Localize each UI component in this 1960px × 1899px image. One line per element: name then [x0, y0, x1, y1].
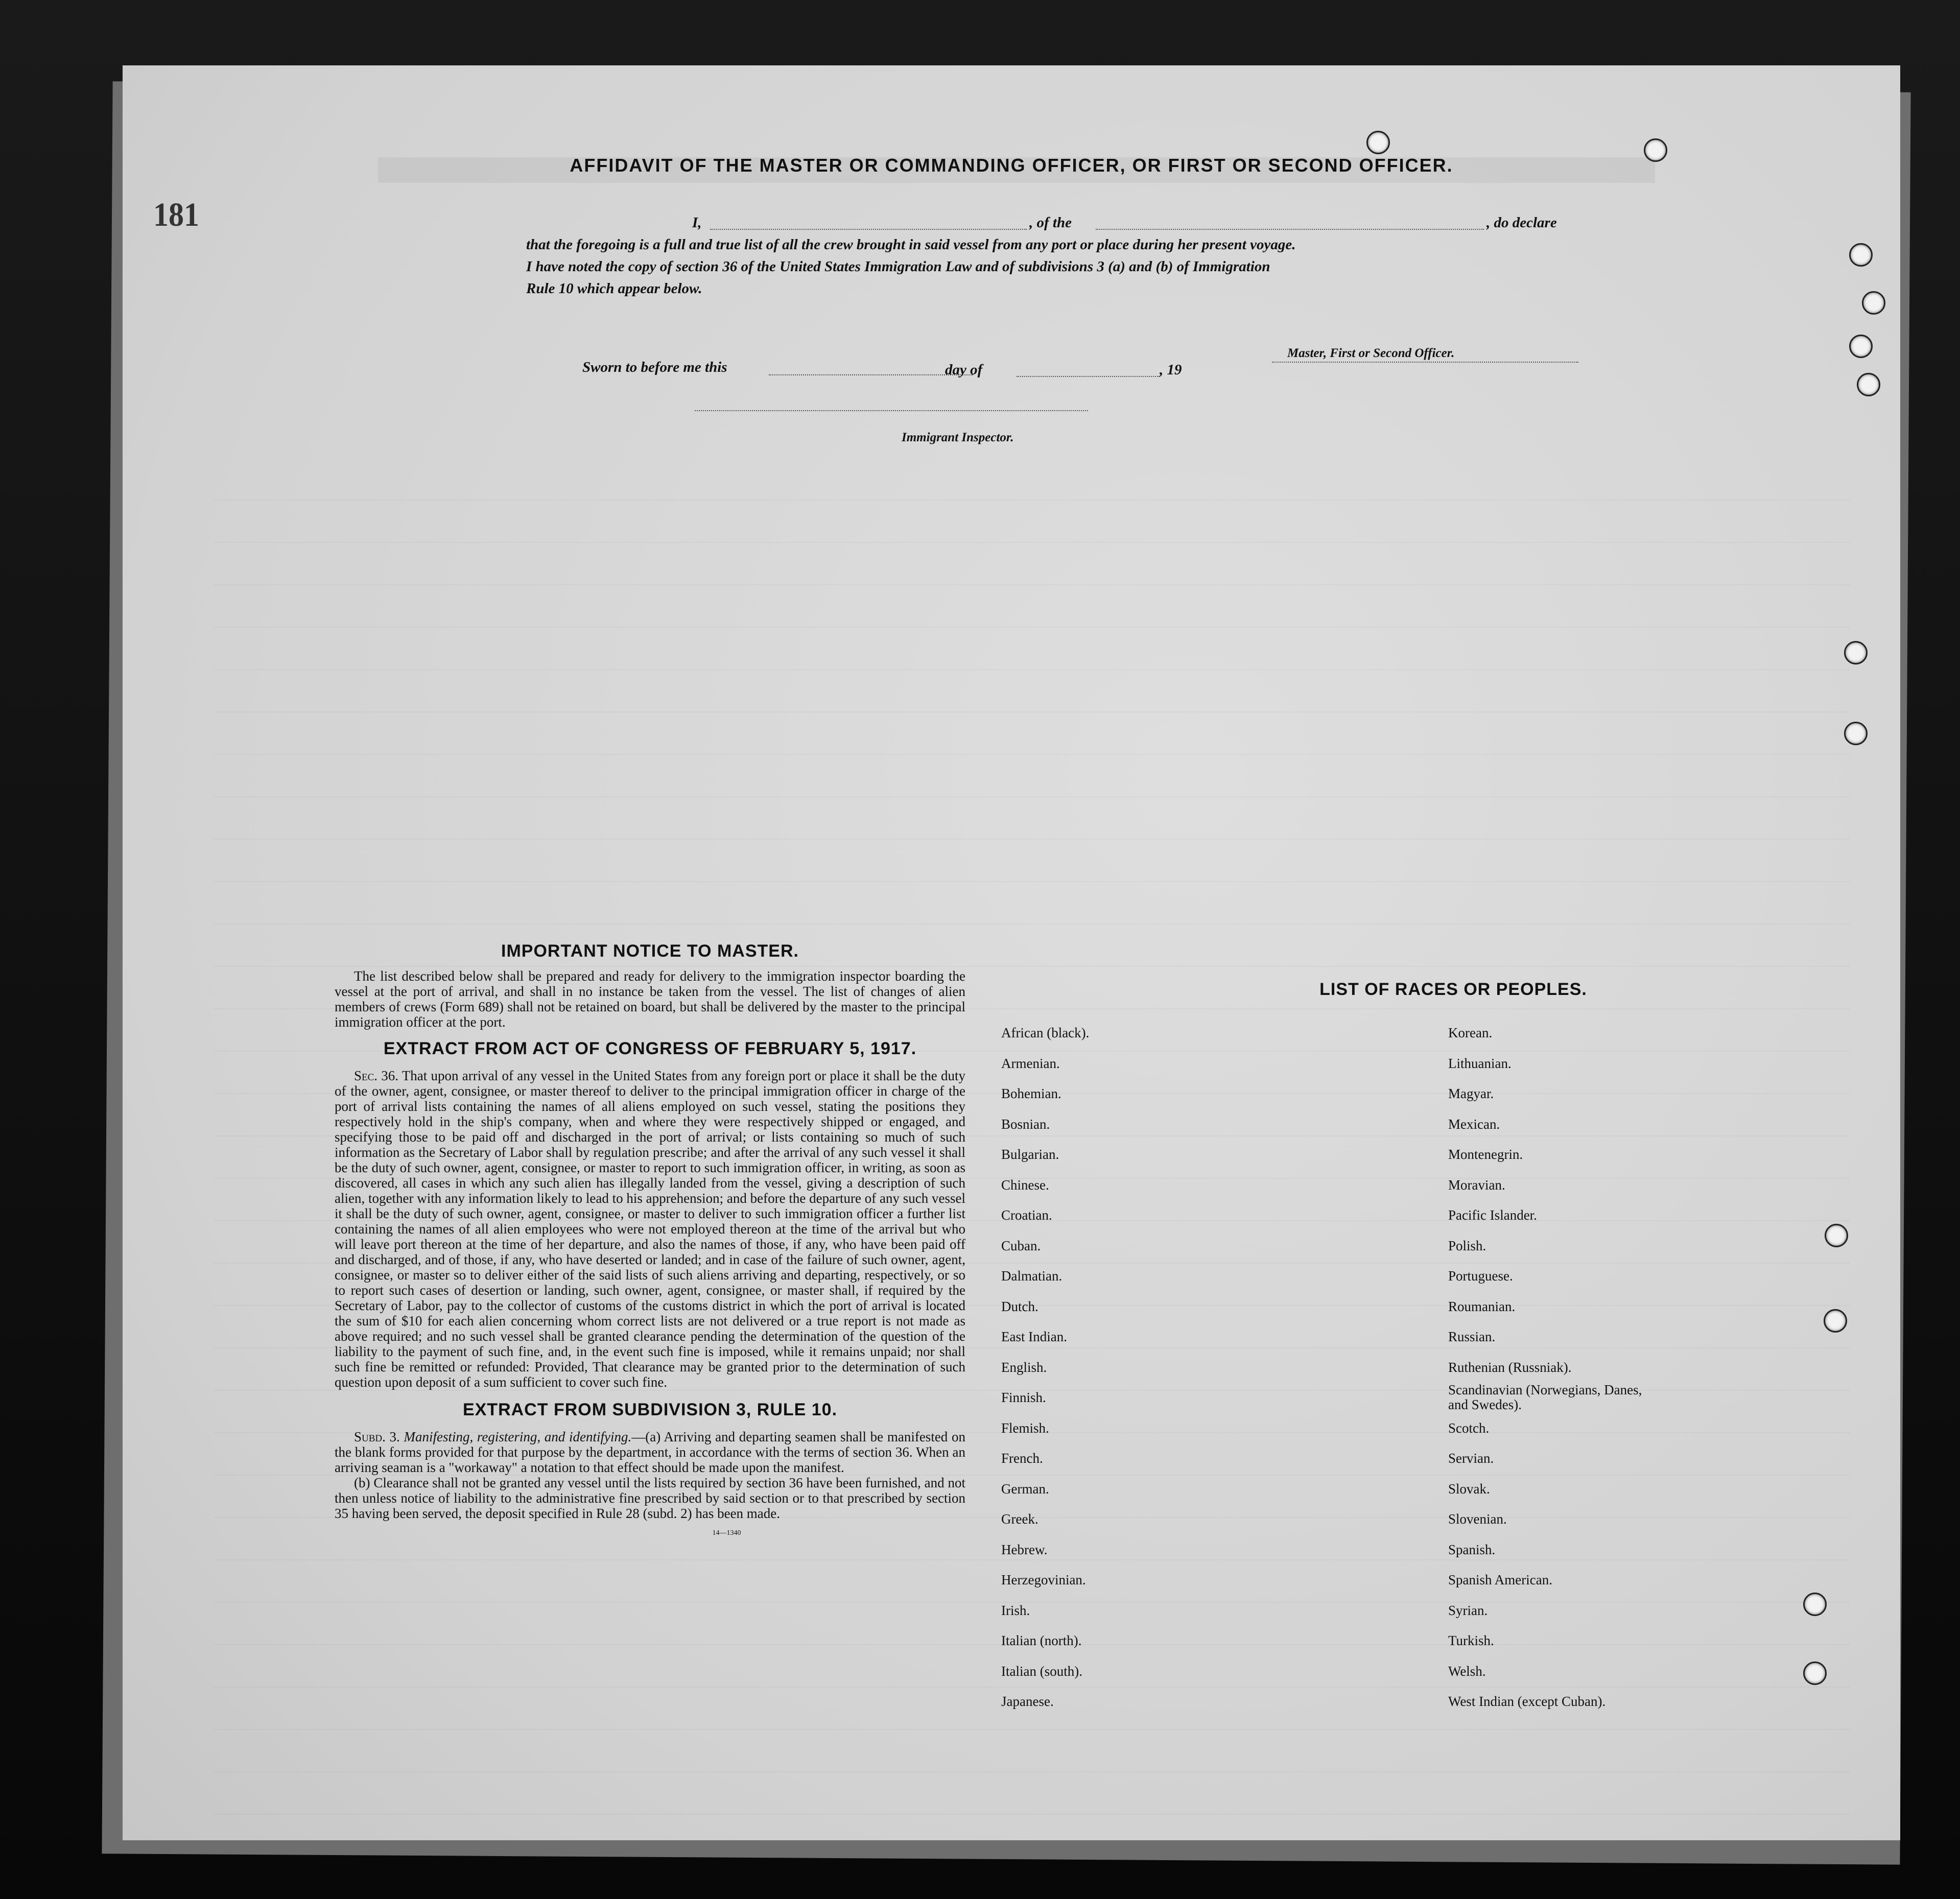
- race-item: West Indian (except Cuban).: [1448, 1694, 1606, 1709]
- race-item: Pacific Islander.: [1448, 1207, 1537, 1223]
- bleed-row: [215, 908, 1849, 924]
- punch-hole: [1844, 641, 1868, 664]
- bleed-row: [215, 696, 1849, 713]
- race-item: East Indian.: [1001, 1329, 1067, 1344]
- race-item: Portuguese.: [1448, 1268, 1513, 1284]
- race-item: Turkish.: [1448, 1633, 1494, 1648]
- punch-hole: [1803, 1661, 1827, 1685]
- race-item: Roumanian.: [1448, 1298, 1516, 1314]
- affidavit-title: AFFIDAVIT OF THE MASTER OR COMMANDING OFFICER, OR FIRST OR SECOND OFFICER.: [570, 155, 1453, 176]
- races-title: LIST OF RACES OR PEOPLES.: [1319, 980, 1587, 999]
- notice-text: The list described below shall be prepared and ready for delivery to the immigration inspector boarding the vessel at the port of arrival, and shall in no instance be taken from the vessel. The list of changes of alien members of crews (Form 689) shall not be retained on board, but shall be delivered by the master to the principal immigration officer at the port.: [335, 968, 965, 1030]
- bleed-row: [215, 866, 1849, 882]
- bleed-row: [215, 569, 1849, 585]
- race-item: Bosnian.: [1001, 1116, 1050, 1132]
- vessel-blank: [1096, 229, 1484, 230]
- race-item: French.: [1001, 1451, 1043, 1466]
- race-item: Chinese.: [1001, 1177, 1049, 1193]
- race-item: Spanish American.: [1448, 1572, 1552, 1587]
- rule-text-a: [335, 1429, 965, 1475]
- affidavit-line-4: Rule 10 which appear below.: [526, 280, 702, 297]
- race-item: Russian.: [1448, 1329, 1496, 1344]
- race-item: Ruthenian (Russniak).: [1448, 1359, 1572, 1375]
- race-item: Irish.: [1001, 1602, 1030, 1618]
- bleed-row: [215, 611, 1849, 628]
- notice-column: [335, 941, 965, 1537]
- punch-hole: [1803, 1593, 1827, 1616]
- inspector-signature-line: [695, 410, 1088, 411]
- punch-hole: [1644, 138, 1667, 162]
- race-item: Flemish.: [1001, 1420, 1049, 1436]
- sworn-text: Sworn to before me this: [582, 359, 727, 375]
- affidavit-line-2: that the foregoing is a full and true list of all the crew brought in said vessel from any port or place during her present voyage.: [526, 236, 1296, 253]
- bleed-row: [215, 484, 1849, 501]
- name-blank: [710, 229, 1027, 230]
- inspector-label: Immigrant Inspector.: [902, 431, 1014, 444]
- race-item: Hebrew.: [1001, 1541, 1048, 1557]
- race-item: Bohemian.: [1001, 1086, 1061, 1101]
- races-right-column: [1448, 1018, 1663, 1717]
- race-item: Dalmatian.: [1001, 1268, 1062, 1284]
- race-item: Italian (north).: [1001, 1633, 1082, 1648]
- punch-hole: [1825, 1224, 1848, 1247]
- affidavit-i: I,: [692, 215, 702, 231]
- rule-heading: EXTRACT FROM SUBDIVISION 3, RULE 10.: [462, 1400, 838, 1419]
- bleed-row: [215, 1798, 1849, 1815]
- race-item: Lithuanian.: [1448, 1055, 1512, 1071]
- race-item: Bulgarian.: [1001, 1147, 1059, 1162]
- race-item: Italian (south).: [1001, 1663, 1082, 1679]
- race-item: African (black).: [1001, 1025, 1090, 1040]
- race-item: Montenegrin.: [1448, 1147, 1523, 1162]
- race-item: Greek.: [1001, 1511, 1038, 1527]
- race-item: Herzegovinian.: [1001, 1572, 1086, 1587]
- race-item: Scandinavian (Norwegians, Danes, and Swedes).: [1448, 1382, 1642, 1412]
- notice-heading: IMPORTANT NOTICE TO MASTER.: [501, 941, 799, 961]
- bleed-row: [215, 739, 1849, 755]
- bleed-row: [215, 654, 1849, 670]
- race-item: Moravian.: [1448, 1177, 1505, 1193]
- punch-hole: [1857, 373, 1880, 396]
- affidavit-of-the: , of the: [1029, 215, 1072, 231]
- race-item: Korean.: [1448, 1025, 1493, 1040]
- race-item: German.: [1001, 1481, 1049, 1497]
- race-item: Slovak.: [1448, 1481, 1490, 1497]
- punch-hole: [1366, 131, 1390, 154]
- manifest-page: [123, 65, 1900, 1840]
- race-item: Croatian.: [1001, 1207, 1052, 1223]
- subd-title: Manifesting, registering, and identifying.: [404, 1429, 632, 1444]
- master-signature-line: [1272, 362, 1578, 363]
- race-item: Welsh.: [1448, 1663, 1486, 1679]
- punch-hole: [1849, 335, 1873, 358]
- races-left-column: [1001, 1018, 1089, 1717]
- race-item: Magyar.: [1448, 1086, 1494, 1101]
- race-item: Mexican.: [1448, 1116, 1500, 1132]
- race-item: Spanish.: [1448, 1541, 1496, 1557]
- race-item: Armenian.: [1001, 1055, 1060, 1071]
- race-item: Syrian.: [1448, 1602, 1488, 1618]
- day-of-text: day of: [945, 362, 983, 378]
- rule-body-a: —(a) Arriving and departing seamen shall be manifested on the blank forms provided for that purpose by the department, in accordance with the terms of section 36. When an arriving seaman is a "workaway" a notation to that effect should be made upon the manifest.: [335, 1429, 965, 1475]
- race-item: Finnish.: [1001, 1390, 1046, 1405]
- race-item: Cuban.: [1001, 1238, 1041, 1253]
- act-text: [335, 1068, 965, 1390]
- punch-hole: [1824, 1309, 1847, 1333]
- race-item: Polish.: [1448, 1238, 1486, 1253]
- bleed-row: [215, 527, 1849, 543]
- race-item: Servian.: [1448, 1451, 1494, 1466]
- year-text: , 19: [1160, 362, 1182, 378]
- rule-text-b: (b) Clearance shall not be granted any vessel until the lists required by section 36 have been furnished, and not then unless notice of liability to the administrative fine prescribed by said section or to that prescribed by section 35 having been served, the deposit specified in Rule 28 (subd. 2) has been made.: [335, 1475, 965, 1521]
- punch-hole: [1849, 243, 1873, 267]
- marginal-mark: 181: [153, 196, 199, 233]
- punch-hole: [1862, 291, 1885, 315]
- race-item: English.: [1001, 1359, 1047, 1375]
- sec-label: Sec. 36.: [354, 1068, 399, 1083]
- master-signature-label: Master, First or Second Officer.: [1287, 346, 1455, 360]
- bleed-row: [215, 781, 1849, 797]
- form-number: 14—1340: [712, 1529, 741, 1537]
- act-body: That upon arrival of any vessel in the United States from any foreign port or place it shall be the duty of the owner, agent, consignee, or master thereof to deliver to the principal immigration officer in charge of the port of arrival lists containing the names of all aliens employed on such vessel, stating the positions they respectively hold in the ship's company, when and where they were respectively shipped or engaged, and specifying those to be paid off and discharged in the port of arrival; or lists containing so much of such information as the Secretary of Labor shall by regulation prescribe; and after the arrival of any such vessel it shall be the duty of such owner, agent, consignee, or master to report to such immigration officer, in writing, as soon as discovered, all cases in which any such alien has illegally landed from the vessel, giving a description of such alien, together with any information likely to lead to his apprehension; and before the departure of any such vessel it shall be the duty of such owner, agent, consignee, or master to deliver to such immigration officer a further list containing the names of all alien employees who were not employed thereon at the time of the arrival but who will leave port thereon at the time of her departure, and also the names of those, if any, who have been paid off and discharged, and of those, if any, who have deserted or landed; and in case of the failure of such owner, agent, consignee, or master so to deliver either of the said lists of such aliens arriving and departing, respectively, or so to report such cases of desertion or landing, such owner, agent, consignee, or master shall, if required by the Secretary of Labor, pay to the collector of customs of the customs district in which the port of arrival is located the sum of $10 for each alien concerning whom correct lists are not delivered or a true report is not made as above required; and no such vessel shall be granted clearance pending the determination of the question of the liability to the payment of such fine, and, in the event such fine is imposed, while it remains unpaid; nor shall such fine be remitted or refunded: Provided, That clearance may be granted prior to the determination of such question upon deposit of a sum sufficient to cover such fine.: [335, 1068, 965, 1390]
- punch-hole: [1844, 722, 1868, 745]
- affidavit-declare: , do declare: [1486, 215, 1557, 231]
- race-item: Japanese.: [1001, 1694, 1054, 1709]
- subd-label: Subd. 3.: [354, 1429, 400, 1444]
- bleed-row: [215, 1756, 1849, 1772]
- act-heading: EXTRACT FROM ACT OF CONGRESS OF FEBRUARY 5, 1917.: [383, 1039, 917, 1058]
- affidavit-line-3: I have noted the copy of section 36 of the United States Immigration Law and of subdivisions 3 (a) and (b) of Immigration: [526, 258, 1270, 275]
- race-item: Dutch.: [1001, 1298, 1038, 1314]
- bleed-row: [215, 823, 1849, 840]
- sworn-day-blank: [769, 374, 973, 375]
- month-blank: [1017, 376, 1160, 377]
- race-item: Slovenian.: [1448, 1511, 1507, 1527]
- race-item: Scotch.: [1448, 1420, 1490, 1436]
